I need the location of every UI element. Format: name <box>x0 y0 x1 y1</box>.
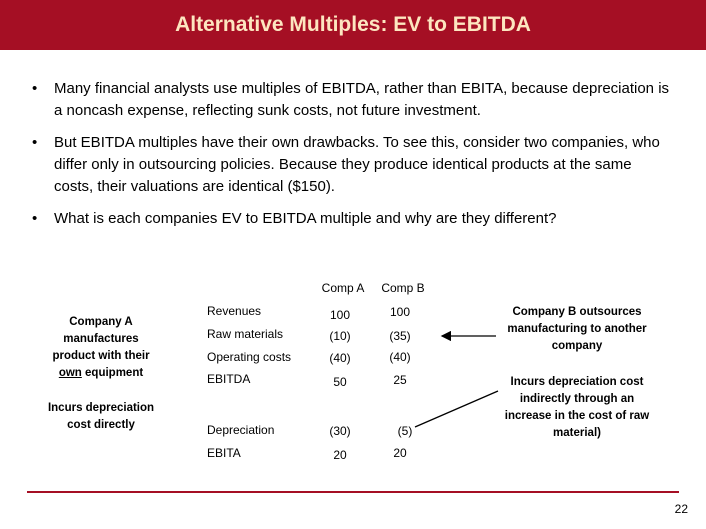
bullet-marker: • <box>32 80 38 97</box>
bullet-marker: • <box>32 134 38 151</box>
cell-a-revenues: 100 <box>329 308 351 322</box>
page-title: Alternative Multiples: EV to EBITDA <box>175 13 531 36</box>
cell-a-ebita: 20 <box>333 448 347 462</box>
cell-b-revenues: 100 <box>389 305 411 319</box>
cell-b-depreciation: (5) <box>397 424 413 438</box>
indirect-depreciation-note: Incurs depreciation cost indirectly through an increase in the cost of raw material) <box>504 376 650 439</box>
cell-a-operating-costs: (40) <box>329 351 351 365</box>
cell-a-ebitda: 50 <box>333 375 347 389</box>
row-label-ebitda: EBITDA <box>207 372 251 386</box>
footer-rule <box>27 491 679 493</box>
equipment-word: equipment <box>85 367 144 379</box>
cell-a-raw-materials: (10) <box>329 329 351 343</box>
cell-b-ebitda: 25 <box>393 373 407 387</box>
row-label-depreciation: Depreciation <box>207 423 275 437</box>
connector-to-depreciation <box>415 391 498 427</box>
company-a-note-text: Company A manufactures product with their <box>52 316 150 362</box>
bullet-text: Many financial analysts use multiples of EBITDA, rather than EBITA, because depreciation is a noncash expense, reflecting sunk costs, not future investment. <box>54 80 670 119</box>
row-label-ebita: EBITA <box>207 446 241 460</box>
row-label-operating-costs: Operating costs <box>207 350 292 364</box>
column-header-comp-b: Comp B <box>381 281 425 295</box>
row-label-raw-materials: Raw materials <box>207 327 284 341</box>
cell-b-ebita: 20 <box>393 446 407 460</box>
outsourcing-note: Company B outsources manufacturing to another company <box>507 306 647 352</box>
cell-a-depreciation: (30) <box>329 424 351 438</box>
bullet-text: But EBITDA multiples have their own drawbacks. To see this, consider two companies, who differ only in outsourcing policies. Because they produce identical products at the same costs, their valuations are identical ($150). <box>54 134 660 195</box>
bullet-text: What is each companies EV to EBITDA multiple and why are they different? <box>54 210 557 227</box>
row-label-revenues: Revenues <box>207 304 262 318</box>
own-word: own <box>58 367 82 379</box>
column-header-comp-a: Comp A <box>321 281 365 295</box>
bullet-marker: • <box>32 210 38 227</box>
cell-b-operating-costs: (40) <box>389 350 411 364</box>
depreciation-direct-note: Incurs depreciation cost directly <box>47 402 155 431</box>
cell-b-raw-materials: (35) <box>389 329 411 343</box>
page-number: 22 <box>674 502 688 516</box>
